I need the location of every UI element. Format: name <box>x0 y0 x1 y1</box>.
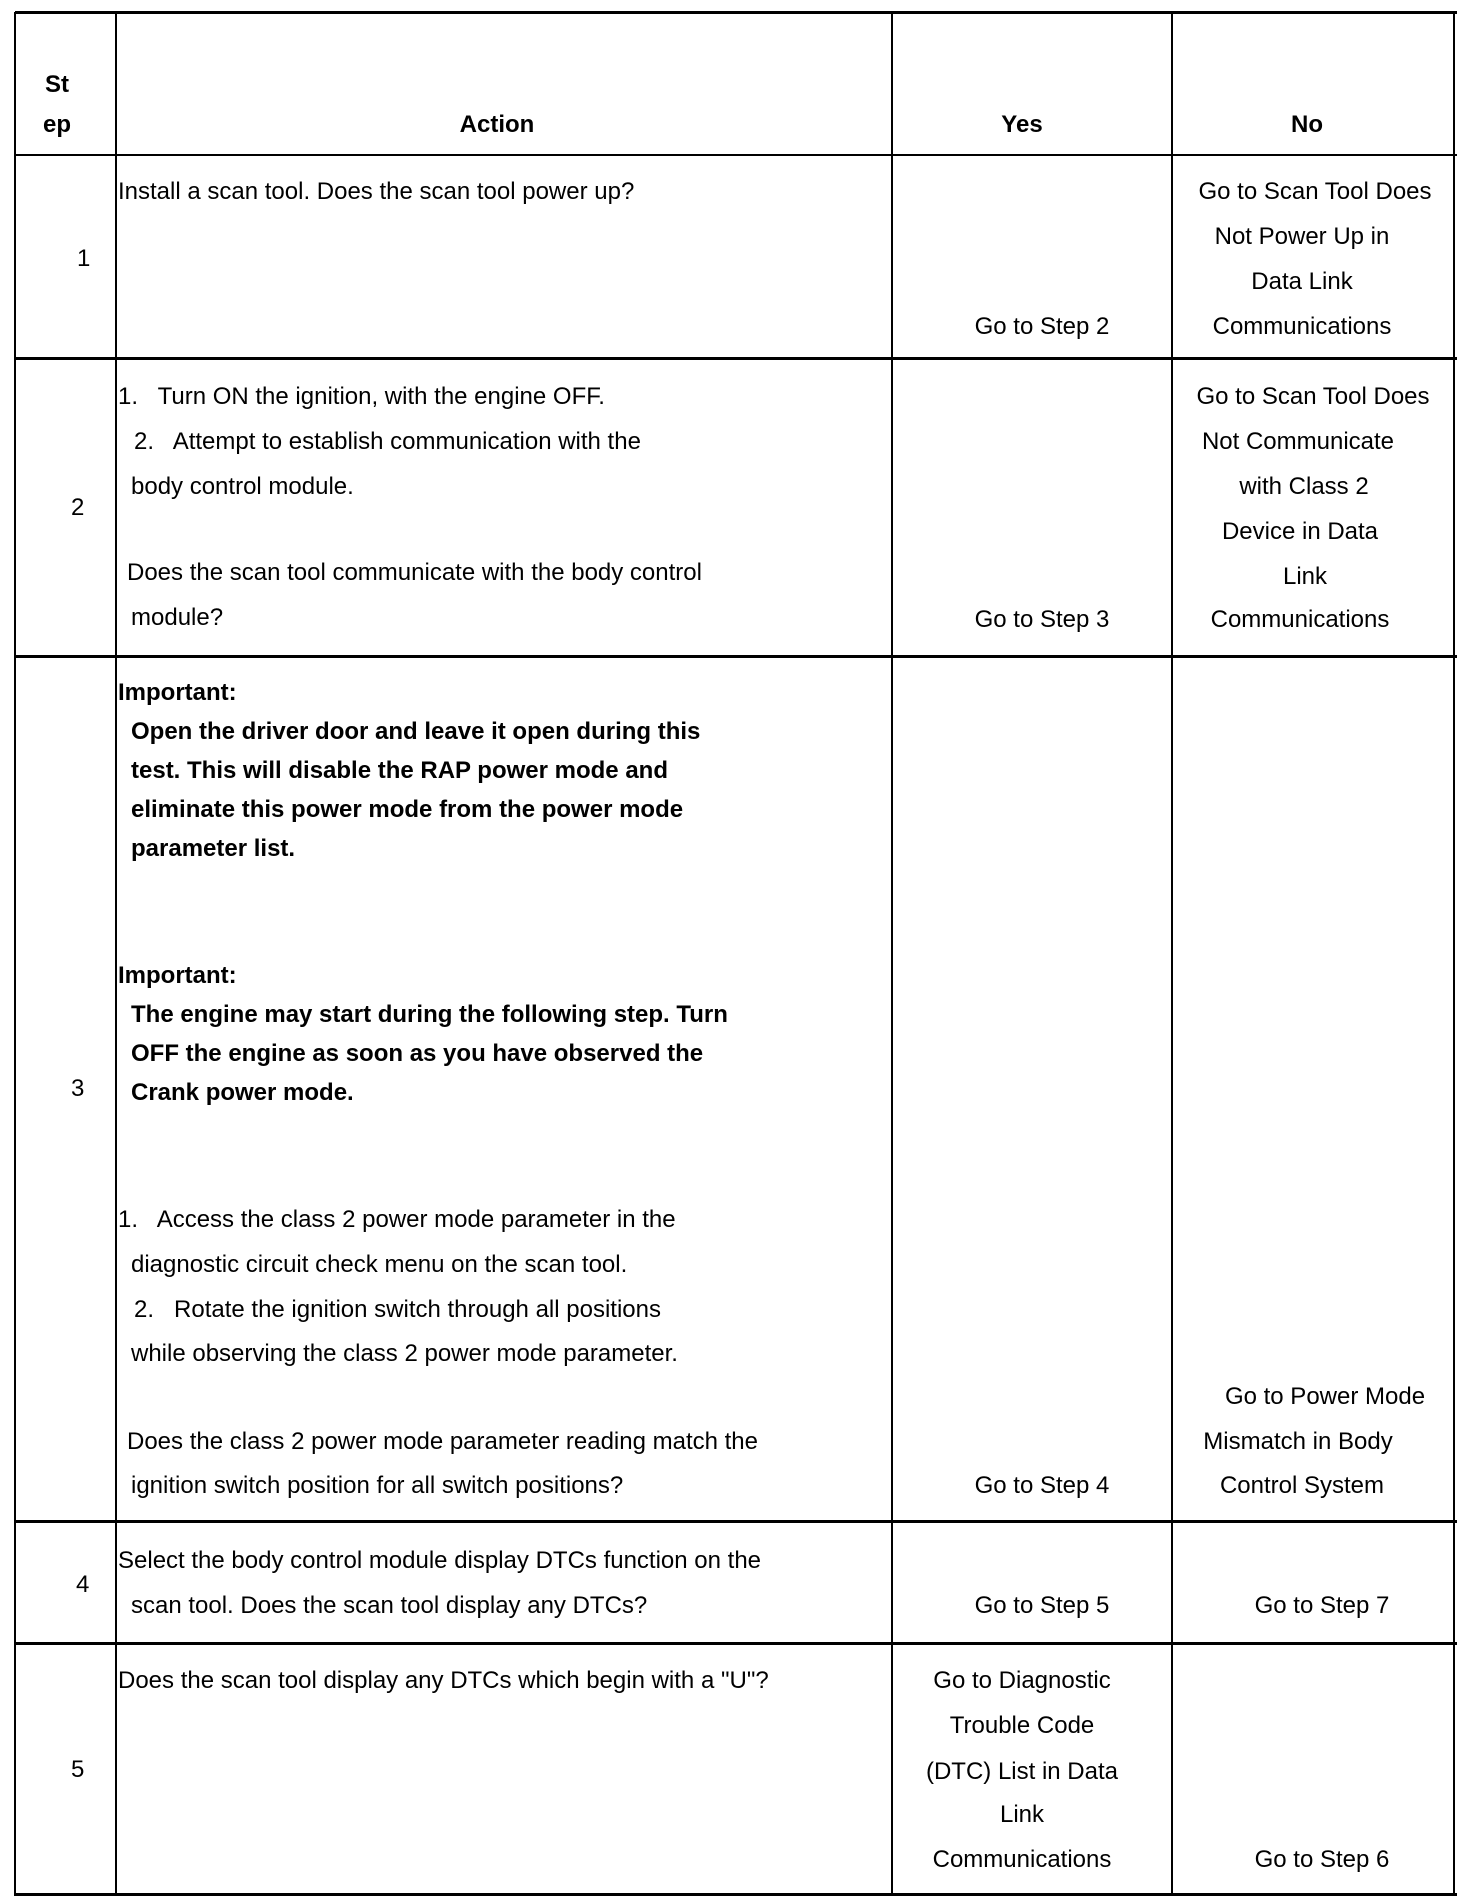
yes-outcome: (DTC) List in Data <box>925 1758 1119 1785</box>
action-text: Does the scan tool communicate with the body control <box>127 559 702 586</box>
no-outcome: Communications <box>1210 606 1390 633</box>
no-outcome: Go to Step 6 <box>1254 1846 1390 1873</box>
action-text: 1. Access the class 2 power mode parameter in the <box>118 1206 676 1233</box>
no-outcome: Communications <box>1212 313 1392 340</box>
column-divider <box>115 12 117 1896</box>
yes-outcome: Go to Diagnostic <box>933 1667 1111 1694</box>
action-text: Important: <box>118 679 237 706</box>
action-text: Crank power mode. <box>131 1079 354 1106</box>
action-text: Does the scan tool display any DTCs which begin with a "U"? <box>118 1667 769 1694</box>
action-text: The engine may start during the following step. Turn <box>131 1001 728 1028</box>
action-text: scan tool. Does the scan tool display any DTCs? <box>131 1592 648 1619</box>
action-text: module? <box>131 604 224 631</box>
header-step: St <box>45 71 69 98</box>
action-text: 1. Turn ON the ignition, with the engine OFF. <box>118 383 605 410</box>
header-no: No <box>1291 111 1323 138</box>
action-text: Important: <box>118 962 237 989</box>
no-outcome: Data Link <box>1251 268 1353 295</box>
header-action: Action <box>459 111 535 138</box>
no-outcome: Control System <box>1219 1472 1385 1499</box>
no-outcome: Not Power Up in <box>1214 223 1390 250</box>
header-step: ep <box>42 111 71 138</box>
step-number: 4 <box>76 1571 90 1598</box>
yes-outcome: Communications <box>932 1846 1112 1873</box>
step-number: 2 <box>71 494 85 521</box>
action-text: Open the driver door and leave it open during this <box>131 718 701 745</box>
no-outcome: Link <box>1282 563 1328 590</box>
no-outcome: Go to Scan Tool Does <box>1196 383 1430 410</box>
action-text: 2. Rotate the ignition switch through all positions <box>134 1296 661 1323</box>
step-number: 3 <box>71 1075 85 1102</box>
yes-outcome: Go to Step 4 <box>974 1472 1110 1499</box>
action-text: diagnostic circuit check menu on the scan tool. <box>131 1251 628 1278</box>
no-outcome: Go to Step 7 <box>1254 1592 1390 1619</box>
action-text: while observing the class 2 power mode parameter. <box>131 1340 678 1367</box>
action-text: eliminate this power mode from the power mode <box>131 796 684 823</box>
yes-outcome: Link <box>999 1801 1045 1828</box>
yes-outcome: Trouble Code <box>949 1712 1095 1739</box>
step-number: 1 <box>77 245 91 272</box>
step-number: 5 <box>71 1756 85 1783</box>
yes-outcome: Go to Step 5 <box>974 1592 1110 1619</box>
action-text: Install a scan tool. Does the scan tool power up? <box>118 178 635 205</box>
action-text: parameter list. <box>131 835 296 862</box>
yes-outcome: Go to Step 2 <box>974 313 1110 340</box>
action-text: 2. Attempt to establish communication with the <box>134 428 641 455</box>
header-yes: Yes <box>1001 111 1043 138</box>
no-outcome: Device in Data <box>1221 518 1379 545</box>
yes-outcome: Go to Step 3 <box>974 606 1110 633</box>
action-text: Select the body control module display DTCs function on the <box>118 1547 762 1574</box>
action-text: body control module. <box>131 473 354 500</box>
no-outcome: Not Communicate <box>1201 428 1395 455</box>
no-outcome: Mismatch in Body <box>1203 1428 1393 1455</box>
no-outcome: Go to Scan Tool Does <box>1198 178 1432 205</box>
no-outcome: Go to Power Mode <box>1224 1383 1426 1410</box>
action-text: OFF the engine as soon as you have observed the <box>131 1040 704 1067</box>
column-divider <box>14 12 16 1896</box>
action-text: ignition switch position for all switch positions? <box>131 1472 624 1499</box>
no-outcome: with Class 2 <box>1239 473 1369 500</box>
action-text: Does the class 2 power mode parameter reading match the <box>127 1428 758 1455</box>
action-text: test. This will disable the RAP power mode and <box>131 757 668 784</box>
